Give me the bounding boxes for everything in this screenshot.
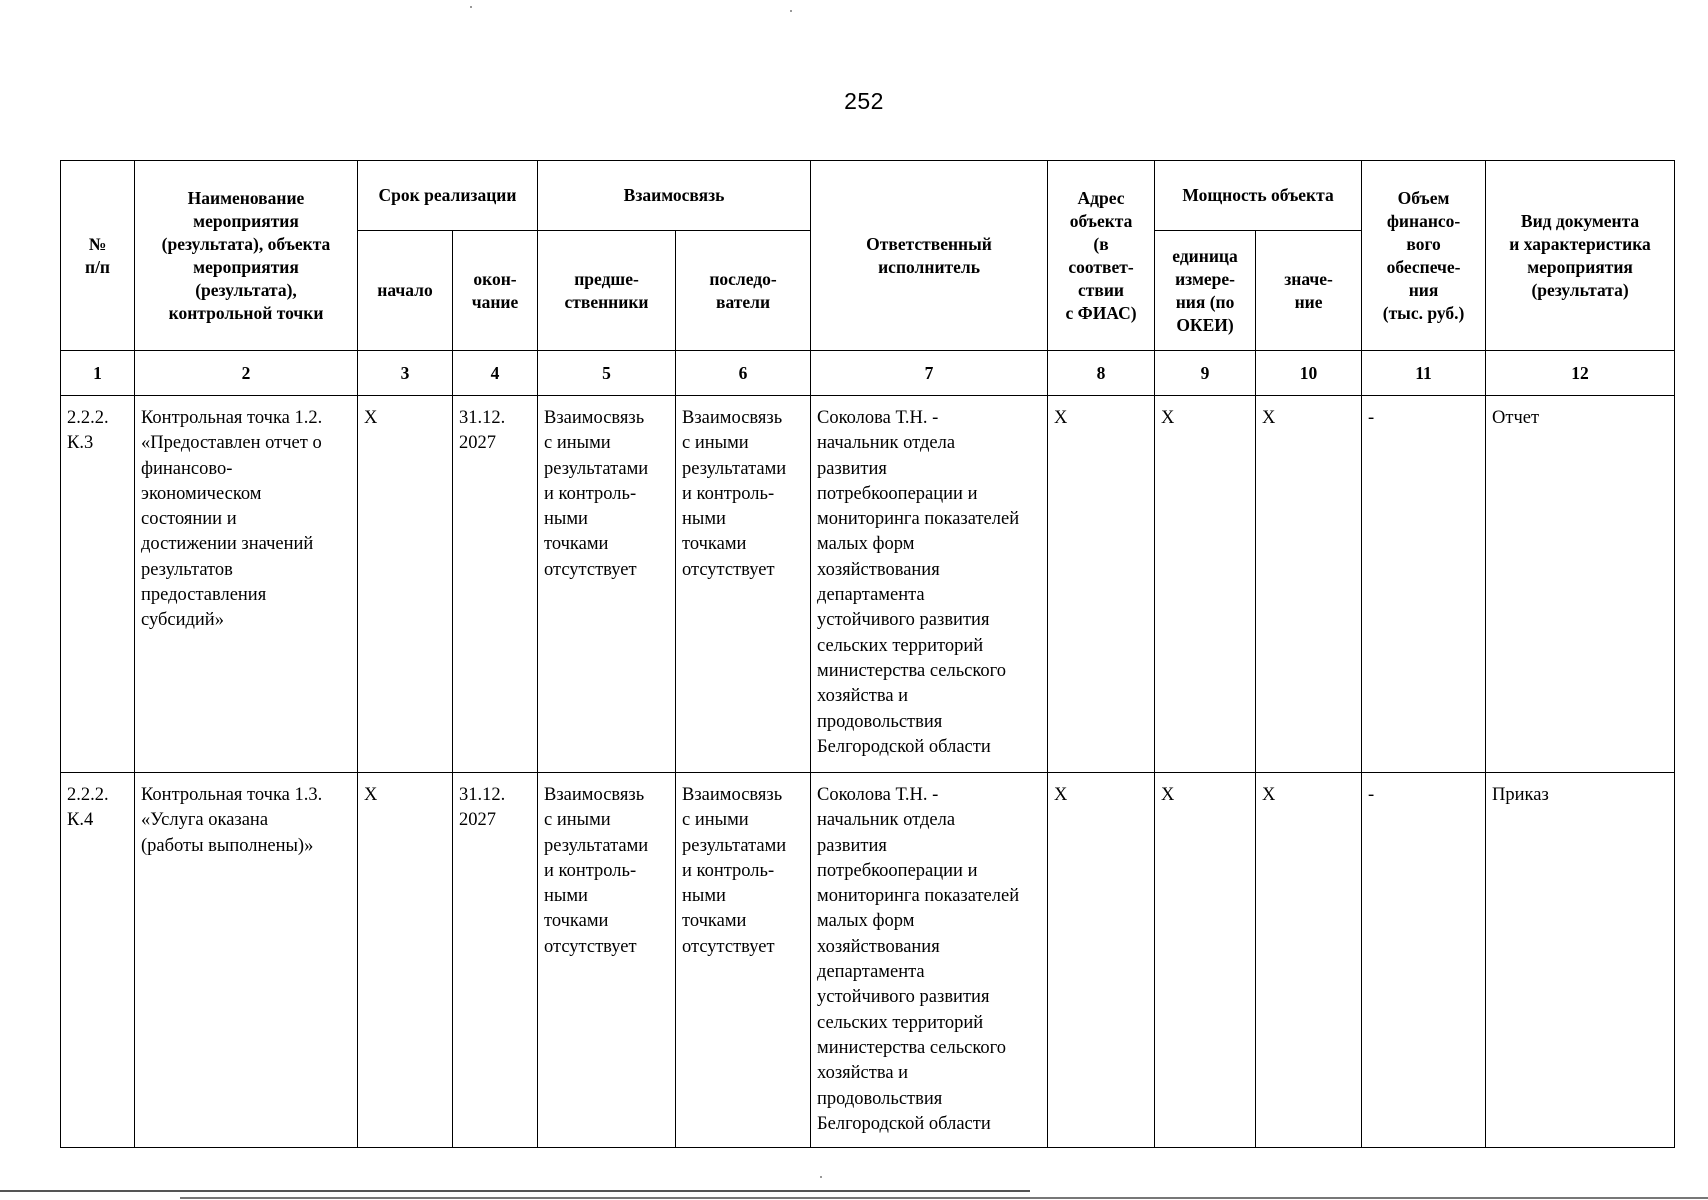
header-group-power: Мощность объекта [1155, 161, 1362, 231]
text-line: устойчивого развития [817, 610, 990, 631]
header-group-term: Срок реализации [358, 161, 538, 231]
text-line: (в [1093, 233, 1109, 254]
text-line: Белгородской области [817, 736, 991, 757]
text-line: отсутствует [682, 559, 775, 580]
header-address [1048, 161, 1155, 351]
text-line: ния [1408, 279, 1439, 300]
row-document: Приказ [1486, 773, 1675, 1148]
text-line: предше- [574, 268, 639, 289]
text-line: ными [682, 509, 726, 530]
column-number-row [61, 351, 1675, 396]
column-number: 10 [1256, 351, 1362, 396]
text-line: ными [544, 886, 588, 907]
text-line: Соколова Т.Н. - [817, 785, 939, 805]
header-unit [1155, 231, 1256, 351]
text-line: с иными [682, 433, 749, 454]
header-group-link: Взаимосвязь [538, 161, 811, 231]
scan-artifact-line [180, 1197, 1708, 1199]
text-line: Соколова Т.Н. - [817, 408, 939, 428]
text-line: и контроль- [544, 860, 637, 881]
text-line: ния (по [1175, 291, 1235, 312]
row-unit: X [1155, 396, 1256, 773]
text-line: Взаимосвязь [682, 408, 783, 428]
text-line: хозяйствования [817, 936, 940, 957]
text-line: Вид документа [1520, 210, 1640, 231]
text-line: «Предоставлен отчет о [141, 433, 322, 454]
text-line: отсутствует [544, 559, 637, 580]
column-number: 4 [453, 351, 538, 396]
text-line: 2027 [459, 810, 496, 831]
text-line: (результата), объекта [161, 233, 331, 254]
row-financing: - [1362, 773, 1486, 1148]
text-line: объекта [1069, 210, 1133, 231]
text-line: п/п [84, 256, 111, 277]
text-line: (результата) [1531, 279, 1629, 300]
text-line: департамента [817, 585, 925, 606]
row-document: Отчет [1486, 396, 1675, 773]
header-name [135, 161, 358, 351]
text-line: Объем [1397, 187, 1450, 208]
row-num [61, 773, 135, 1148]
text-line: К.4 [67, 810, 94, 831]
column-number: 2 [135, 351, 358, 396]
text-line: финансово- [141, 458, 233, 479]
text-line: субсидий» [141, 610, 224, 631]
text-line: Наименование [187, 187, 305, 208]
text-line: 2.2.2. [67, 785, 109, 805]
text-line: соответ- [1068, 256, 1134, 277]
text-line: и контроль- [544, 483, 637, 504]
text-line: результатами [682, 835, 787, 856]
control-points-table [60, 160, 1675, 1148]
text-line: сельских территорий [817, 635, 984, 656]
text-line: исполнитель [878, 256, 980, 277]
text-line: потребкооперации и [817, 860, 978, 881]
column-number: 12 [1486, 351, 1675, 396]
row-value: X [1256, 396, 1362, 773]
text-line: контрольной точки [168, 302, 324, 323]
row-predecessors [538, 396, 676, 773]
row-name [135, 396, 358, 773]
text-line: финансо- [1386, 210, 1461, 231]
scan-artifact-dot [790, 10, 792, 12]
header-responsible [811, 161, 1048, 351]
text-line: продовольствия [817, 711, 943, 732]
text-line: Взаимосвязь [682, 785, 783, 805]
header-predecessors [538, 231, 676, 351]
text-line: измере- [1175, 268, 1235, 289]
text-line: Контрольная точка 1.3. [141, 785, 323, 805]
text-line: Белгородской области [817, 1113, 991, 1134]
text-line: потребкооперации и [817, 483, 978, 504]
row-address: X [1048, 773, 1155, 1148]
text-line: предоставления [141, 585, 267, 606]
page-number: 252 [844, 88, 884, 114]
text-line: сельских территорий [817, 1012, 984, 1033]
text-line: мониторинга показателей [817, 509, 1020, 530]
header-row-1 [61, 161, 1675, 231]
text-line: с ФИАС) [1065, 302, 1137, 323]
text-line: мероприятия [193, 256, 299, 277]
text-line: с иными [544, 810, 611, 831]
column-number: 1 [61, 351, 135, 396]
text-line: точками [682, 534, 747, 555]
row-value: X [1256, 773, 1362, 1148]
text-line: мероприятия [193, 210, 299, 231]
text-line: обеспече- [1386, 256, 1461, 277]
row-unit: X [1155, 773, 1256, 1148]
text-line: чание [471, 291, 519, 312]
text-line: малых форм [817, 911, 915, 932]
header-start: начало [358, 231, 453, 351]
column-number: 6 [676, 351, 811, 396]
row-address: X [1048, 396, 1155, 773]
row-num [61, 396, 135, 773]
column-number: 9 [1155, 351, 1256, 396]
text-line: начальник отдела [817, 810, 956, 831]
header-document [1486, 161, 1675, 351]
row-successors [676, 773, 811, 1148]
text-line: 31.12. [459, 785, 506, 805]
text-line: «Услуга оказана [141, 810, 269, 831]
text-line: К.3 [67, 433, 94, 454]
text-line: ными [544, 509, 588, 530]
header-financing [1362, 161, 1486, 351]
row-end [453, 773, 538, 1148]
text-line: последо- [709, 268, 777, 289]
header-successors [676, 231, 811, 351]
text-line: точками [544, 534, 609, 555]
table-row [61, 773, 1675, 1148]
row-successors [676, 396, 811, 773]
text-line: и характеристика [1509, 233, 1651, 254]
text-line: начальник отдела [817, 433, 956, 454]
text-line: отсутствует [682, 936, 775, 957]
header-end [453, 231, 538, 351]
text-line: результатами [544, 835, 649, 856]
text-line: результатами [682, 458, 787, 479]
header-value [1256, 231, 1362, 351]
text-line: вого [1406, 233, 1441, 254]
text-line: Контрольная точка 1.2. [141, 408, 323, 428]
text-line: точками [544, 911, 609, 932]
text-line: с иными [544, 433, 611, 454]
row-start: X [358, 773, 453, 1148]
scan-artifact-line [0, 1190, 1030, 1192]
text-line: ными [682, 886, 726, 907]
text-line: Взаимосвязь [544, 408, 645, 428]
column-number: 11 [1362, 351, 1486, 396]
text-line: № [88, 233, 107, 254]
row-end [453, 396, 538, 773]
text-line: значе- [1284, 268, 1333, 289]
text-line: Адрес [1077, 187, 1125, 208]
row-start: X [358, 396, 453, 773]
text-line: министерства сельского [817, 1037, 1007, 1058]
text-line: продовольствия [817, 1088, 943, 1109]
text-line: с иными [682, 810, 749, 831]
text-line: достижении значений [141, 534, 314, 555]
row-responsible [811, 773, 1048, 1148]
text-line: экономическом [141, 483, 262, 504]
column-number: 5 [538, 351, 676, 396]
text-line: точками [682, 911, 747, 932]
text-line: развития [817, 835, 887, 856]
row-name [135, 773, 358, 1148]
text-line: ОКЕИ) [1176, 314, 1234, 335]
text-line: хозяйства и [817, 1063, 909, 1084]
text-line: 2.2.2. [67, 408, 109, 428]
text-line: состоянии и [141, 509, 237, 530]
text-line: и контроль- [682, 860, 775, 881]
text-line: (работы выполнены)» [141, 835, 314, 856]
column-number: 8 [1048, 351, 1155, 396]
text-line: устойчивого развития [817, 987, 990, 1008]
text-line: (результата), [195, 279, 297, 300]
text-line: ствии [1078, 279, 1125, 300]
text-line: ственники [564, 291, 649, 312]
text-line: министерства сельского [817, 660, 1007, 681]
column-number: 3 [358, 351, 453, 396]
text-line: хозяйствования [817, 559, 940, 580]
text-line: 2027 [459, 433, 496, 454]
text-line: развития [817, 458, 887, 479]
text-line: результатов [141, 559, 233, 580]
text-line: отсутствует [544, 936, 637, 957]
scan-artifact-dot [470, 6, 472, 8]
text-line: 31.12. [459, 408, 506, 428]
text-line: и контроль- [682, 483, 775, 504]
text-line: Взаимосвязь [544, 785, 645, 805]
row-financing: - [1362, 396, 1486, 773]
column-number: 7 [811, 351, 1048, 396]
text-line: (тыс. руб.) [1382, 302, 1465, 323]
text-line: мероприятия [1527, 256, 1633, 277]
header-num [61, 161, 135, 351]
text-line: мониторинга показателей [817, 886, 1020, 907]
text-line: малых форм [817, 534, 915, 555]
text-line: единица [1172, 245, 1238, 266]
table-row [61, 396, 1675, 773]
text-line: ватели [716, 291, 771, 312]
scan-artifact-dot [820, 1176, 822, 1178]
text-line: окон- [473, 268, 517, 289]
row-responsible [811, 396, 1048, 773]
text-line: департамента [817, 962, 925, 983]
row-predecessors [538, 773, 676, 1148]
text-line: Ответственный [866, 233, 992, 254]
text-line: результатами [544, 458, 649, 479]
text-line: ние [1294, 291, 1323, 312]
text-line: хозяйства и [817, 686, 909, 707]
